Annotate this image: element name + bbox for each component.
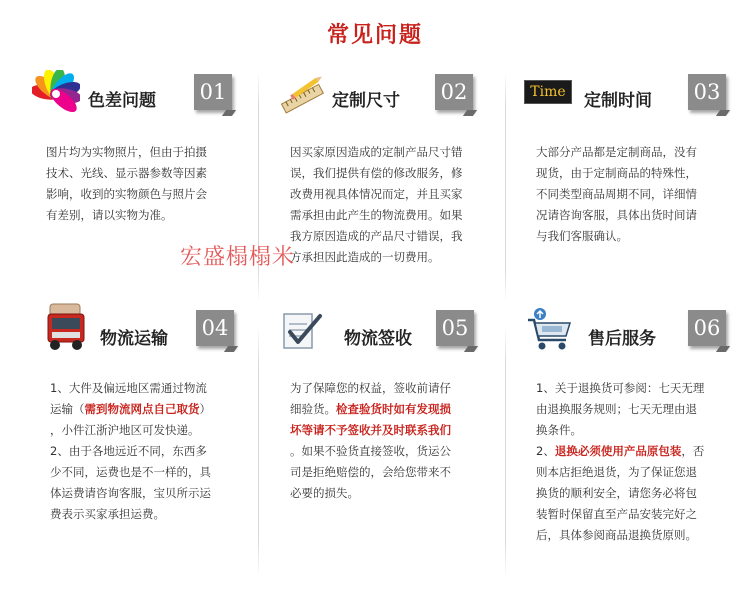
body-line: 。如果不验货直接签收，货运公 — [290, 444, 451, 458]
column-divider — [258, 327, 259, 577]
ruler-pencil-icon — [278, 70, 326, 114]
body-line: 细验货。检查验货时如有发现损 — [290, 402, 451, 416]
checklist-icon — [280, 310, 324, 352]
body-line: 装暂时保留直至产品安装完好之 — [536, 507, 697, 521]
card-body: 图片均为实物照片，但由于拍摄 技术、光线、显示器参数等因素 影响，收到的实物颜色与照片会 有差别，请以实物为准。 — [46, 145, 207, 222]
body-line: 运输（需到物流网点自己取货） — [50, 402, 211, 416]
card-heading: 物流运输 — [100, 329, 168, 349]
faq-grid — [18, 62, 738, 582]
body-line: 后，具体参阅商品退换货原则。 — [536, 528, 697, 542]
body-line: 2、退换必须使用产品原包装，否 — [536, 444, 705, 458]
body-line: 2、由于各地远近不同，东西多 — [50, 444, 207, 458]
card-body — [536, 378, 704, 546]
body-line: ，小件江浙沪地区可发快递。 — [50, 423, 200, 437]
body-line: 少不同，运费也是不一样的，具 — [50, 465, 211, 479]
card-heading: 售后服务 — [588, 329, 656, 349]
time-sign-icon: Time — [524, 80, 572, 106]
faq-card-custom-time — [512, 62, 750, 312]
delivery-truck-icon — [44, 302, 88, 352]
card-body — [50, 378, 211, 525]
card-heading: 色差问题 — [88, 91, 156, 111]
card-body: 因买家原因造成的定制产品尺寸错 误，我们提供有偿的修改服务，修 改费用视具体情况而定，并且买家 需承担由此产生的物流费用。如果 我方原因造成的产品尺寸错误，我 方承担因此造成的一切费用。 — [290, 145, 463, 264]
faq-card-logistics — [18, 302, 258, 552]
body-line: 1、关于退换货可参阅：七天无理 — [536, 381, 705, 395]
highlight-text: 需到物流网点自己取货 — [84, 402, 200, 416]
card-body — [290, 378, 451, 504]
highlight-text: 检查验货时如有发现损 — [336, 402, 451, 416]
highlight-text: 坏等请不予签收并及时联系我们 — [290, 423, 451, 437]
faq-card-color-difference — [18, 62, 258, 312]
card-heading: 定制时间 — [584, 91, 652, 111]
faq-card-after-sales — [512, 302, 750, 552]
body-line: 换条件。 — [536, 423, 582, 437]
column-divider — [505, 327, 506, 577]
body-line — [290, 420, 451, 441]
number-badge: 03 — [688, 74, 726, 110]
body-line: 费表示买家承担运费。 — [50, 507, 165, 521]
body-line: 为了保障您的权益，签收前请仔 — [290, 381, 451, 395]
number-badge: 02 — [435, 74, 473, 110]
body-line: 换货的顺利安全，请您务必将包 — [536, 486, 697, 500]
card-heading: 物流签收 — [344, 329, 412, 349]
body-line: 必要的损失。 — [290, 486, 359, 500]
body-line: 司是拒绝赔偿的，会给您带来不 — [290, 465, 451, 479]
body-line: 体运费请咨询客服，宝贝所示运 — [50, 486, 211, 500]
column-divider — [505, 72, 506, 302]
color-wheel-icon — [32, 70, 80, 114]
number-badge: 06 — [688, 310, 726, 346]
body-line: 由退换服务规则；七天无理由退 — [536, 402, 697, 416]
card-heading: 定制尺寸 — [332, 91, 400, 111]
body-line: 1、大件及偏远地区需通过物流 — [50, 381, 207, 395]
card-body: 大部分产品都是定制商品，没有 现货，由于定制商品的特殊性， 不同类型商品周期不同，详细情 况请咨询客服，具体出货时间请 与我们客服确认。 — [536, 145, 697, 243]
body-line: 则本店拒绝退货，为了保证您退 — [536, 465, 697, 479]
shopping-cart-icon — [526, 306, 574, 352]
number-badge: 01 — [194, 74, 232, 110]
faq-card-custom-size — [264, 62, 504, 312]
page-title: 常见问题 — [326, 23, 423, 48]
number-badge: 05 — [436, 310, 474, 346]
highlight-text: 退换必须使用产品原包装 — [554, 444, 682, 458]
number-badge: 04 — [196, 310, 234, 346]
shop-watermark: 宏盛榻榻米 — [180, 245, 296, 270]
faq-card-delivery-signoff — [264, 302, 504, 552]
